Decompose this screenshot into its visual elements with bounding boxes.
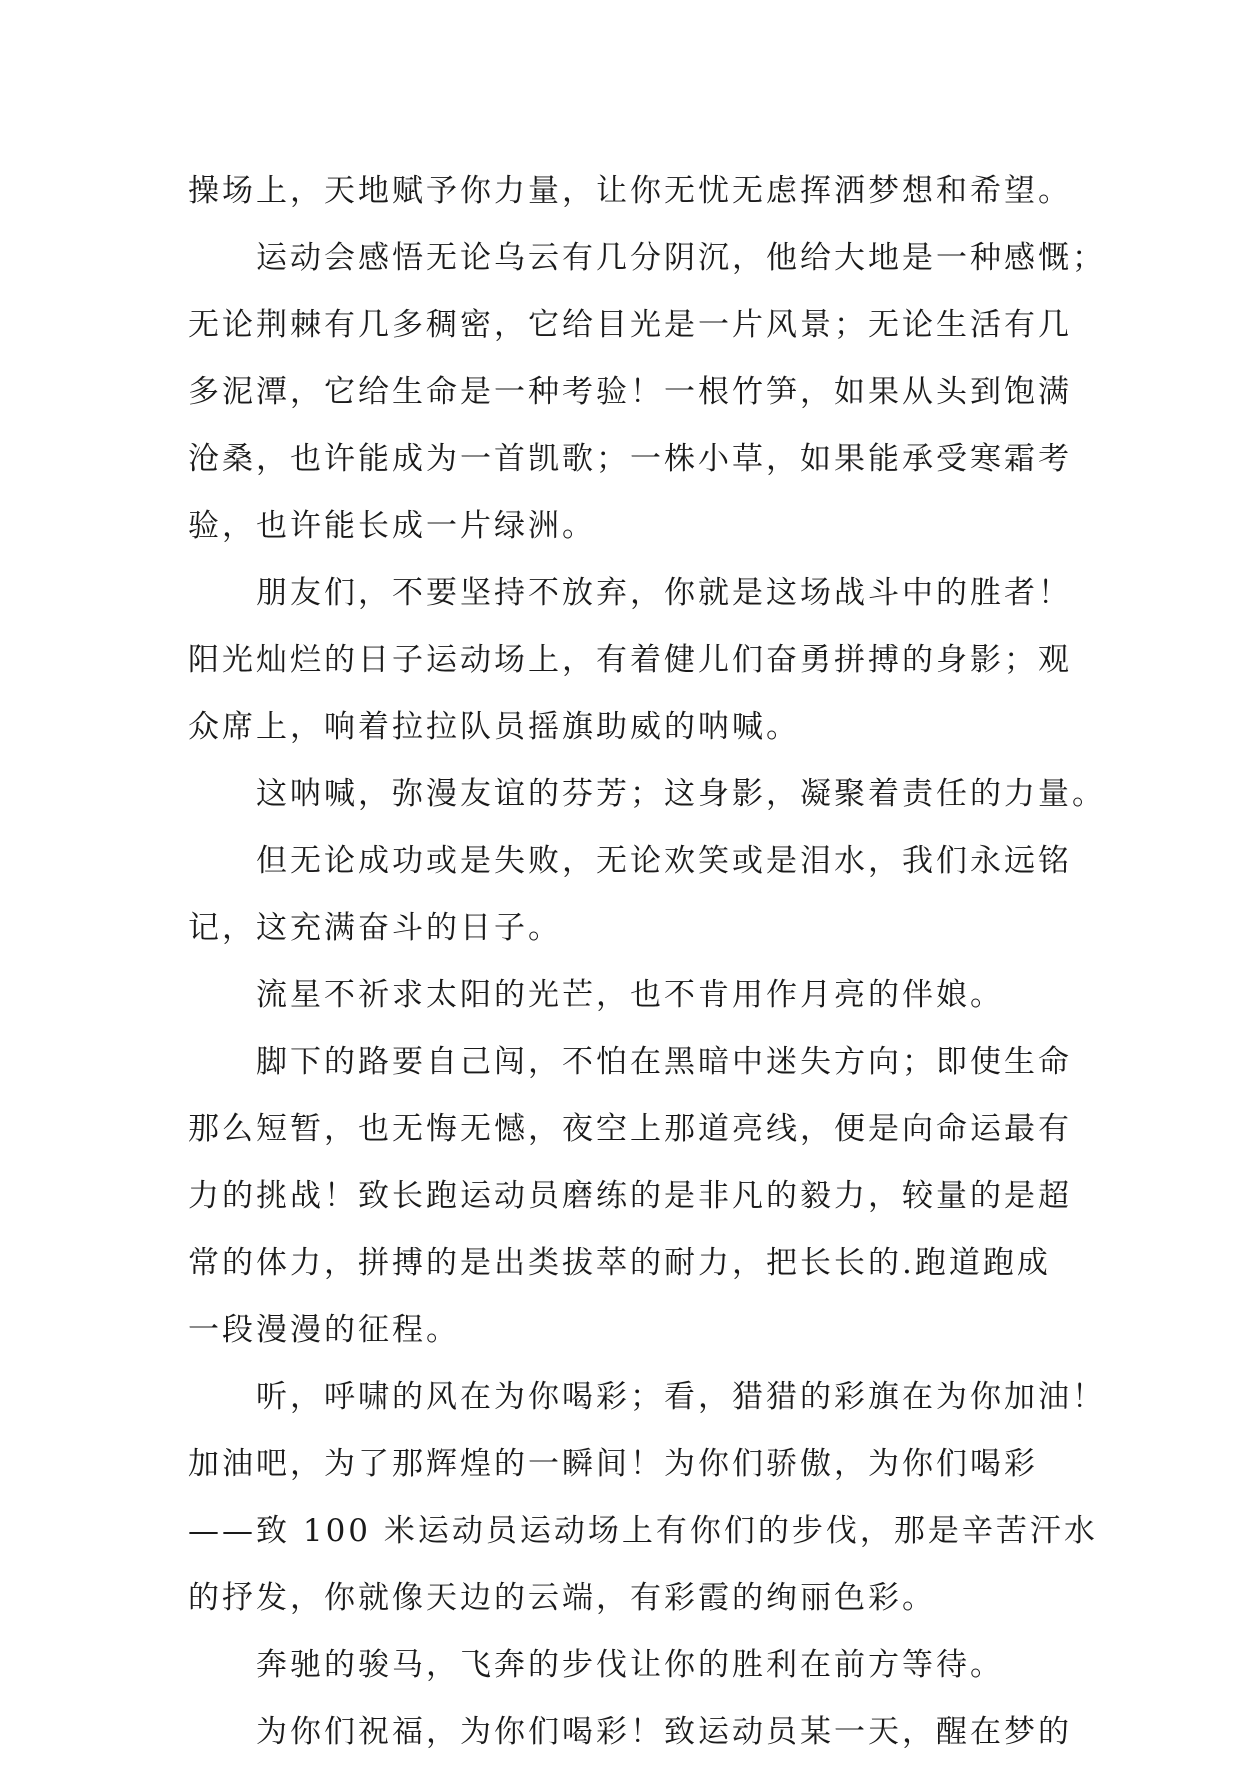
text-line: 但无论成功或是失败，无论欢笑或是泪水，我们永远铭 bbox=[256, 843, 1072, 879]
text-line: 那么短暂，也无悔无憾，夜空上那道亮线，便是向命运最有 bbox=[188, 1111, 1072, 1147]
text-line: 奔驰的骏马，飞奔的步伐让你的胜利在前方等待。 bbox=[256, 1647, 1004, 1683]
text-line: 运动会感悟无论乌云有几分阴沉，他给大地是一种感慨； bbox=[256, 240, 1106, 276]
document-page bbox=[188, 158, 1106, 1766]
text-line: 力的挑战！致长跑运动员磨练的是非凡的毅力，较量的是超 bbox=[188, 1178, 1072, 1214]
text-line: 加油吧，为了那辉煌的一瞬间！为你们骄傲，为你们喝彩 bbox=[188, 1446, 1038, 1482]
text-line: 常的体力，拼搏的是出类拔萃的耐力，把长长的.跑道跑成 bbox=[188, 1245, 1051, 1281]
text-line: 操场上，天地赋予你力量，让你无忧无虑挥洒梦想和希望。 bbox=[188, 173, 1072, 209]
text-line: 验，也许能长成一片绿洲。 bbox=[188, 508, 596, 544]
text-line: 众席上，响着拉拉队员摇旗助威的呐喊。 bbox=[188, 709, 800, 745]
text-line: 听，呼啸的风在为你喝彩；看，猎猎的彩旗在为你加油！ bbox=[256, 1379, 1106, 1415]
text-line: 多泥潭，它给生命是一种考验！一根竹笋，如果从头到饱满 bbox=[188, 374, 1072, 410]
text-line: 的抒发，你就像天边的云端，有彩霞的绚丽色彩。 bbox=[188, 1580, 936, 1616]
text-line: 为你们祝福，为你们喝彩！致运动员某一天，醒在梦的 bbox=[256, 1714, 1072, 1750]
text-line: 无论荆棘有几多稠密，它给目光是一片风景；无论生活有几 bbox=[188, 307, 1072, 343]
text-line: 沧桑，也许能成为一首凯歌；一株小草，如果能承受寒霜考 bbox=[188, 441, 1072, 477]
text-line: 这呐喊，弥漫友谊的芬芳；这身影，凝聚着责任的力量。 bbox=[256, 776, 1106, 812]
text-line: 记，这充满奋斗的日子。 bbox=[188, 910, 562, 946]
text-line: 阳光灿烂的日子运动场上，有着健儿们奋勇拼搏的身影；观 bbox=[188, 642, 1072, 678]
text-line: 一段漫漫的征程。 bbox=[188, 1312, 460, 1348]
text-line: ——致 100 米运动员运动场上有你们的步伐，那是辛苦汗水 bbox=[188, 1513, 1098, 1549]
text-line: 朋友们，不要坚持不放弃，你就是这场战斗中的胜者！ bbox=[256, 575, 1072, 611]
text-line: 流星不祈求太阳的光芒，也不肯用作月亮的伴娘。 bbox=[256, 977, 1004, 1013]
text-line: 脚下的路要自己闯，不怕在黑暗中迷失方向；即使生命 bbox=[256, 1044, 1072, 1080]
